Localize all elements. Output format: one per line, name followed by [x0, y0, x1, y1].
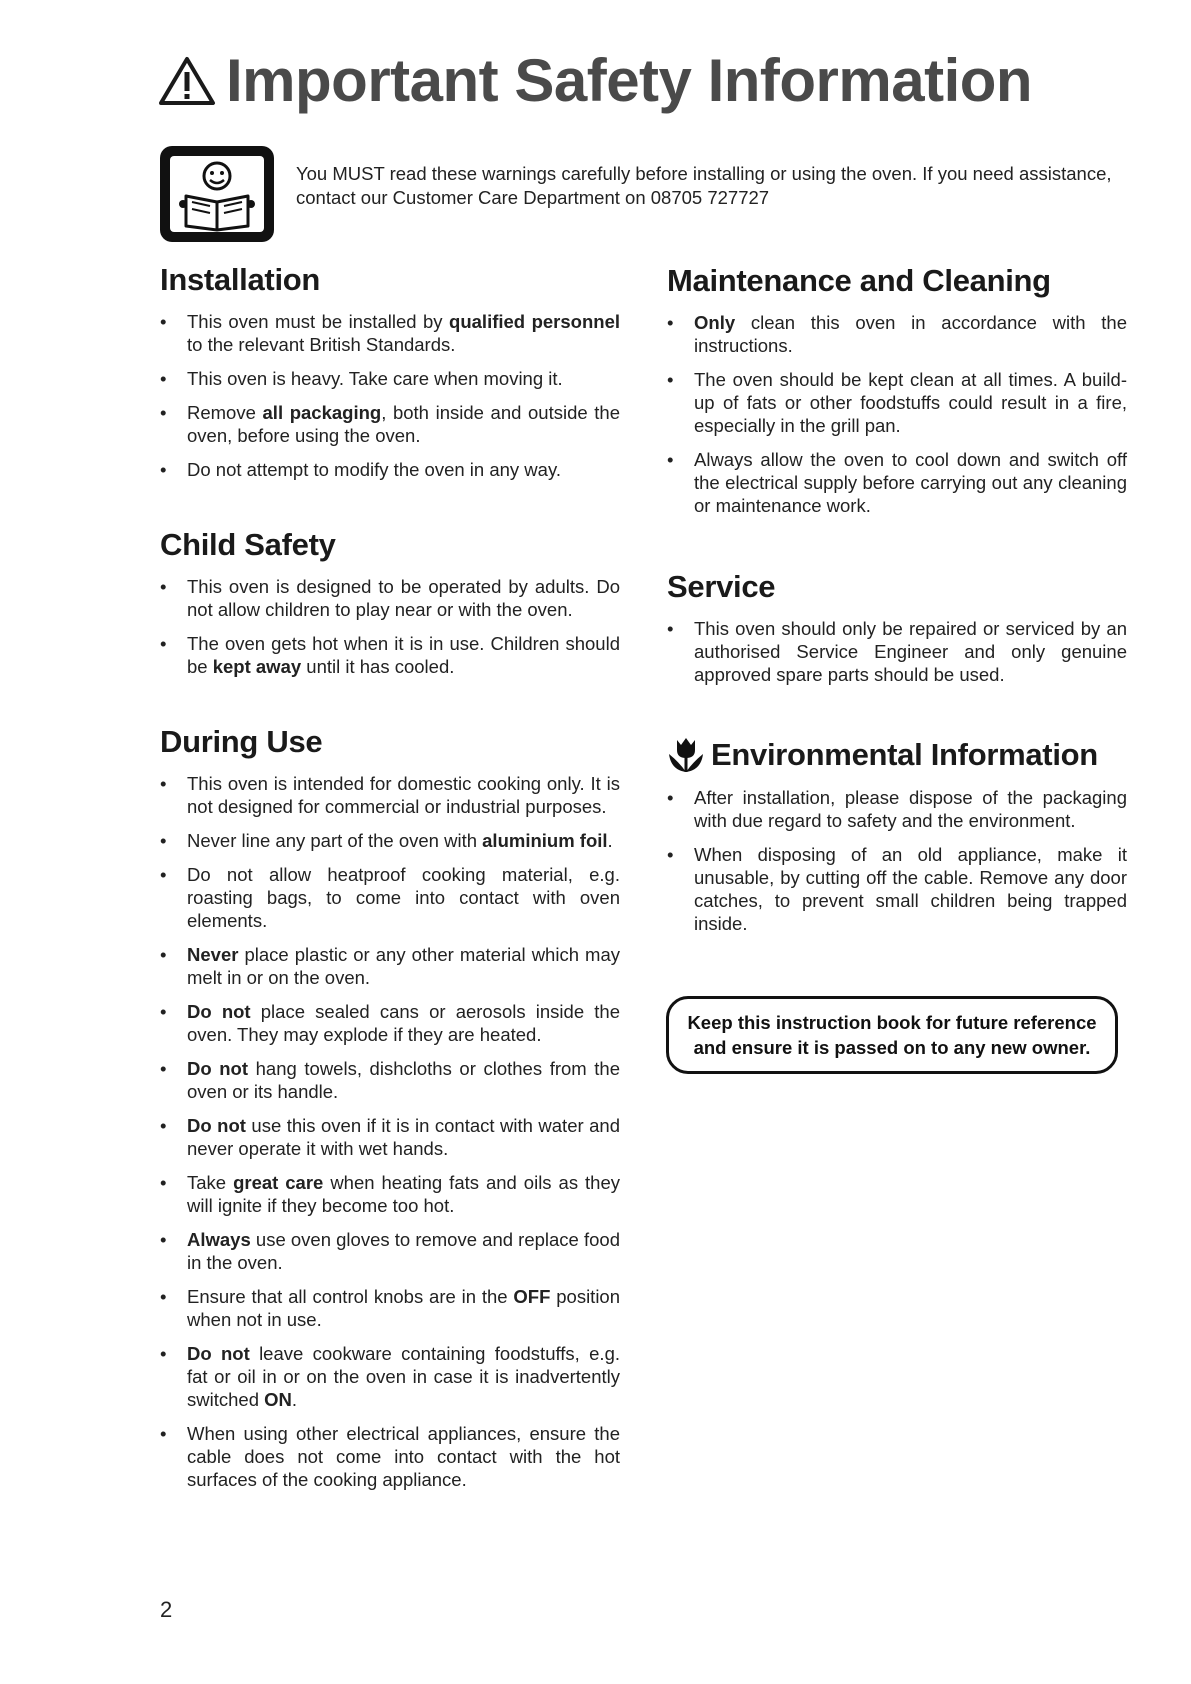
bullet-text: After installation, please dispose of the packaging with due regard to safety and the environment. — [694, 787, 1127, 831]
intro-text: You MUST read these warnings carefully before installing or using the oven. If you need assistance, contact our Customer Care Department on 08705 727727 — [296, 163, 1112, 208]
bullet-item — [667, 368, 1127, 437]
bullet-text: place sealed cans or aerosols inside the oven. They may explode if they are heated. — [187, 1001, 620, 1045]
bullet-mark: • — [667, 449, 674, 470]
bullet-text-bold: Do not — [187, 1115, 246, 1136]
bullet-text: use oven gloves to remove and replace food in the oven. — [187, 1229, 620, 1273]
bullet-item — [160, 1171, 620, 1217]
bullet-item — [160, 863, 620, 932]
bullet-text-bold: great care — [233, 1172, 324, 1193]
bullet-mark: • — [160, 402, 167, 423]
during-use-section — [160, 724, 620, 1491]
environmental-section — [667, 736, 1127, 935]
bullet-item — [160, 575, 620, 621]
bullet-text: The oven gets hot when it is in use. Children should be — [187, 633, 620, 677]
bullet-mark: • — [160, 576, 167, 597]
bullet-item — [160, 1000, 620, 1046]
bullet-mark: • — [160, 864, 167, 885]
bullet-text-bold: Always — [187, 1229, 251, 1250]
environmental-list — [667, 786, 1127, 935]
notice-text: Keep this instruction book for future reference and ensure it is passed on to any new owner. — [687, 1012, 1097, 1058]
bullet-text: Do not allow heatproof cooking material, e.g. roasting bags, to come into contact with oven elements. — [187, 864, 620, 931]
during-use-list — [160, 772, 620, 1491]
maintenance-section — [667, 263, 1127, 517]
bullet-text-bold: kept away — [212, 656, 302, 677]
bullet-text-bold: Do not — [187, 1058, 249, 1079]
bullet-text: to the relevant British Standards. — [187, 334, 456, 355]
bullet-mark: • — [667, 844, 674, 865]
bullet-item — [160, 1114, 620, 1160]
bullet-text: . — [291, 1389, 298, 1410]
bullet-mark: • — [160, 311, 167, 332]
bullet-text-bold: aluminium foil — [482, 830, 608, 851]
bullet-mark: • — [160, 1115, 167, 1136]
bullet-text: Do not attempt to modify the oven in any way. — [187, 459, 561, 480]
bullet-text: position when not in use. — [187, 1286, 621, 1330]
bullet-text-bold: Only — [694, 312, 736, 333]
child-safety-heading: Child Safety — [160, 527, 336, 562]
bullet-mark: • — [160, 773, 167, 794]
bullet-item — [160, 1422, 620, 1491]
bullet-mark: • — [160, 830, 167, 851]
bullet-item — [667, 448, 1127, 517]
bullet-text: place plastic or any other material which may melt in or on the oven. — [187, 944, 620, 988]
bullet-mark: • — [160, 1058, 167, 1079]
right-column — [667, 263, 1127, 981]
during-use-heading: During Use — [160, 724, 323, 759]
bullet-text-bold: all packaging — [262, 402, 382, 423]
bullet-mark: • — [160, 1343, 167, 1364]
bullet-mark: • — [160, 1286, 167, 1307]
bullet-item — [160, 943, 620, 989]
warning-triangle-icon — [158, 56, 216, 106]
read-instructions-icon — [158, 144, 276, 249]
bullet-text: Never line any part of the oven with — [187, 830, 483, 851]
bullet-text: use this oven if it is in contact with water and never operate it with wet hands. — [187, 1115, 620, 1159]
bullet-text: Take — [187, 1172, 234, 1193]
bullet-text-bold: Do not — [187, 1343, 250, 1364]
bullet-text: Remove — [187, 402, 263, 423]
bullet-text-bold: qualified personnel — [449, 311, 620, 332]
bullet-text: This oven is designed to be operated by adults. Do not allow children to play near or with the oven. — [187, 576, 620, 620]
bullet-item — [160, 1057, 620, 1103]
bullet-mark: • — [667, 312, 674, 333]
bullet-item — [667, 786, 1127, 832]
bullet-text: This oven is heavy. Take care when moving it. — [187, 368, 563, 389]
bullet-mark: • — [160, 1423, 167, 1444]
maintenance-list — [667, 311, 1127, 517]
bullet-mark: • — [160, 944, 167, 965]
bullet-text: When using other electrical appliances, ensure the cable does not come into contact with the hot surfaces of the cooking appliance. — [187, 1423, 620, 1490]
bullet-item — [667, 311, 1127, 357]
bullet-text: The oven should be kept clean at all times. A build-up of fats or other foodstuffs could result in a fire, especially in the grill pan. — [694, 369, 1127, 436]
bullet-text-bold: ON — [264, 1389, 292, 1410]
bullet-item — [160, 1285, 620, 1331]
bullet-mark: • — [160, 633, 167, 654]
bullet-item — [667, 617, 1127, 686]
left-column — [160, 262, 620, 1537]
page-number: 2 — [160, 1597, 173, 1622]
bullet-item — [160, 829, 620, 852]
bullet-mark: • — [160, 1229, 167, 1250]
service-section — [667, 569, 1127, 686]
bullet-mark: • — [667, 787, 674, 808]
bullet-text: when heating fats and oils as they will ignite if they become too hot. — [187, 1172, 621, 1216]
bullet-mark: • — [160, 1172, 167, 1193]
page-title-text: Important Safety Information — [226, 47, 1033, 114]
bullet-item — [160, 1228, 620, 1274]
bullet-item — [667, 843, 1127, 935]
bullet-item — [160, 458, 620, 481]
maintenance-heading: Maintenance and Cleaning — [667, 263, 1051, 298]
service-heading: Service — [667, 569, 776, 604]
installation-list — [160, 310, 620, 481]
bullet-text: clean this oven in accordance with the instructions. — [694, 312, 1127, 356]
bullet-item — [160, 367, 620, 390]
bullet-mark: • — [160, 459, 167, 480]
bullet-text: , both inside and outside the oven, before using the oven. — [187, 402, 621, 446]
installation-section — [160, 262, 620, 481]
bullet-text: . — [607, 830, 613, 851]
bullet-item — [160, 310, 620, 356]
bullet-text: until it has cooled. — [301, 656, 455, 677]
bullet-item — [160, 1342, 620, 1411]
bullet-text: Ensure that all control knobs are in the — [187, 1286, 514, 1307]
bullet-item — [160, 772, 620, 818]
bullet-mark: • — [160, 368, 167, 389]
page-title — [158, 46, 1032, 115]
bullet-mark: • — [160, 1001, 167, 1022]
keep-book-notice — [666, 996, 1118, 1074]
bullet-mark: • — [667, 618, 674, 639]
bullet-text: hang towels, dishcloths or clothes from the oven or its handle. — [187, 1058, 621, 1102]
bullet-text-bold: Do not — [187, 1001, 251, 1022]
bullet-item — [160, 632, 620, 678]
bullet-text-bold: Never — [187, 944, 239, 965]
bullet-text: Always allow the oven to cool down and switch off the electrical supply before carrying out any cleaning or maintenance work. — [694, 449, 1127, 516]
environmental-heading: Environmental Information — [711, 737, 1098, 772]
child-safety-section — [160, 527, 620, 678]
installation-heading: Installation — [160, 262, 321, 297]
service-list — [667, 617, 1127, 686]
bullet-text: When disposing of an old appliance, make it unusable, by cutting off the cable. Remove any door catches, to prevent small children being trapped inside. — [694, 844, 1127, 934]
bullet-text: This oven should only be repaired or serviced by an authorised Service Engineer and only genuine approved spare parts should be used. — [694, 618, 1127, 685]
bullet-mark: • — [667, 369, 674, 390]
bullet-text: This oven is intended for domestic cooking only. It is not designed for commercial or industrial purposes. — [187, 773, 620, 817]
bullet-item — [160, 401, 620, 447]
environment-tulip-icon — [667, 736, 705, 774]
environmental-heading-row — [667, 736, 1127, 774]
child-safety-list — [160, 575, 620, 678]
bullet-text: leave cookware containing foodstuffs, e.g. fat or oil in or on the oven in case it is inadvertently switched — [187, 1343, 620, 1410]
bullet-text: This oven must be installed by — [187, 311, 450, 332]
bullet-text-bold: OFF — [513, 1286, 551, 1307]
